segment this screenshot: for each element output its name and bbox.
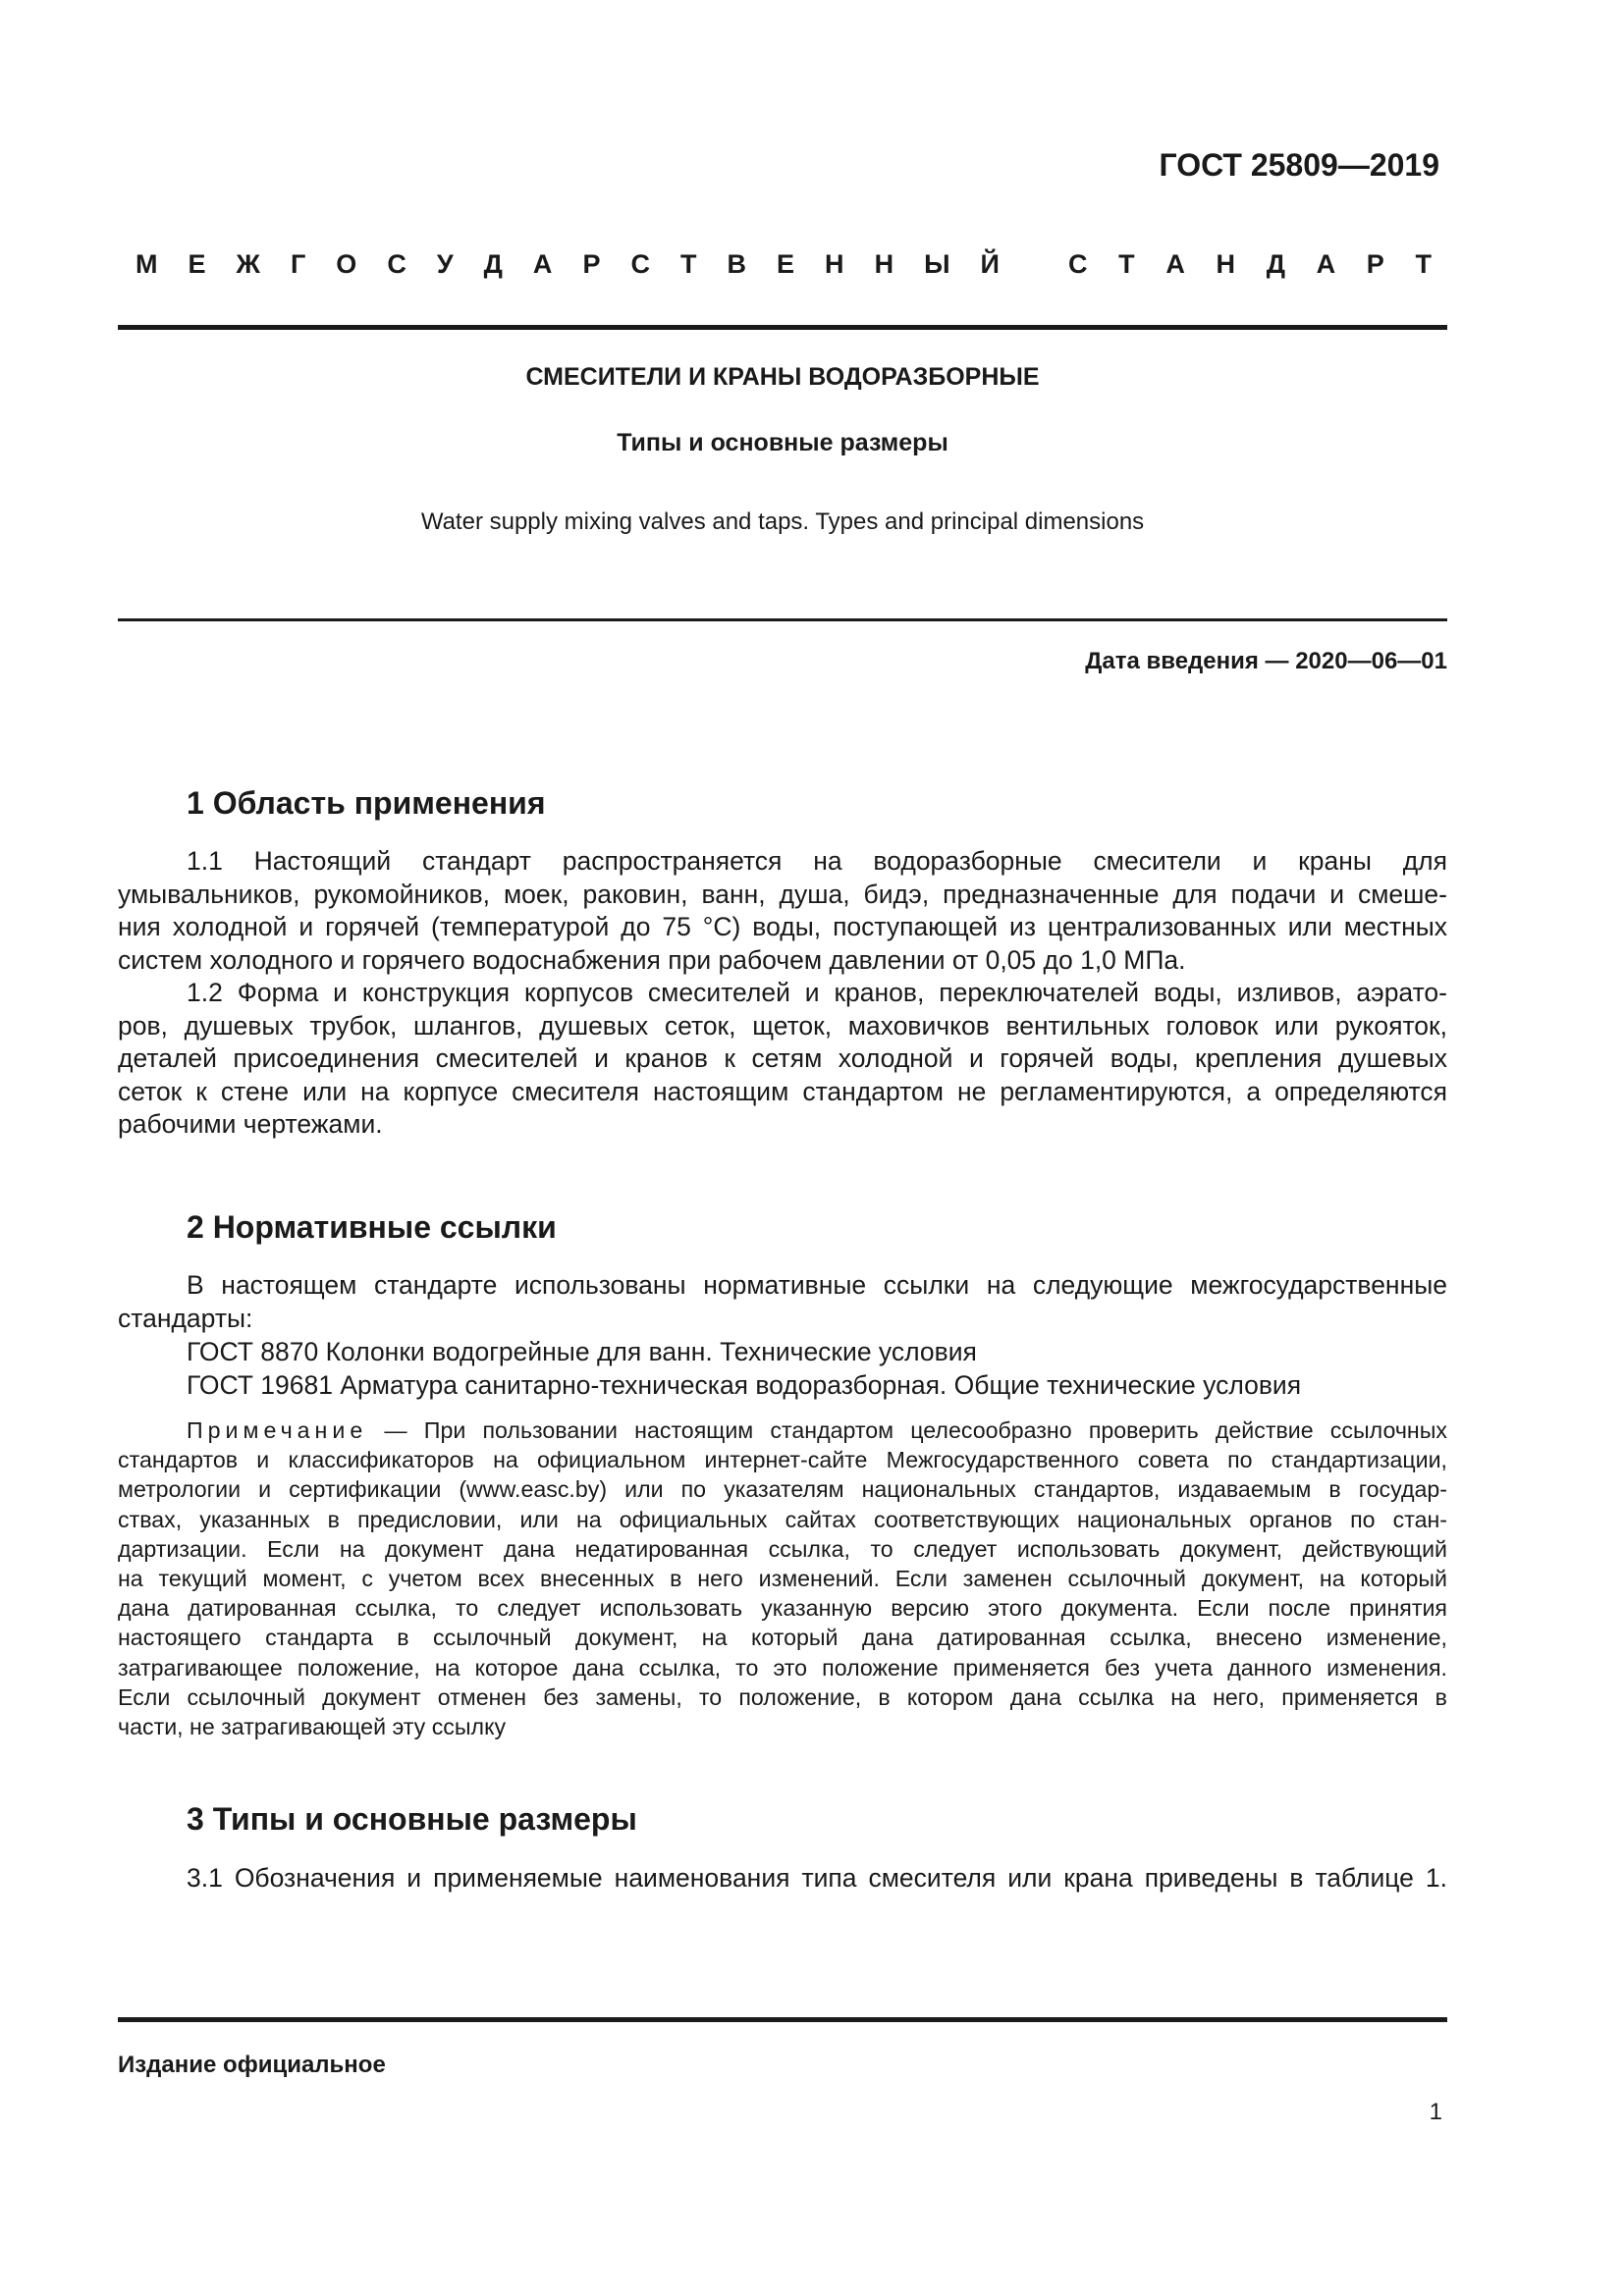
caption-letter: Т xyxy=(679,249,697,279)
interstate-word xyxy=(135,249,1000,280)
caption-letter: А xyxy=(1165,249,1185,279)
section-2-heading: 2 Нормативные ссылки xyxy=(187,1209,557,1245)
paragraph-line: 3.1 Обозначения и применяемые наименования типа смесителя или крана приведены в таблице 1. xyxy=(187,1863,1447,1893)
title-divider xyxy=(118,618,1447,621)
caption-letter: Е xyxy=(188,249,206,279)
paragraph-line: деталей присоединения смесителей и кранов к сетям холодной и горячей воды, крепления душевых xyxy=(118,1043,1447,1073)
note-line: ствах, указанных в предисловии, или на официальных сайтах соответствующих национальных органов по стан- xyxy=(118,1506,1447,1532)
caption-letter: А xyxy=(532,249,553,279)
header-divider xyxy=(118,325,1447,330)
section-1-body xyxy=(118,845,1447,1142)
caption-letter: В xyxy=(727,249,746,279)
note-line: дана датированная ссылка, то следует использовать указанную версию этого документа. Если после принятия xyxy=(118,1595,1447,1622)
note-line: настоящего стандарта в ссылочный документ, на который дана датированная ссылка, внесено изменение, xyxy=(118,1625,1447,1651)
paragraph-line: ров, душевых трубок, шлангов, душевых сеток, щеток, маховичков вентильных головок или рукояток, xyxy=(118,1010,1447,1041)
caption-letter: Н xyxy=(825,249,844,279)
section-1-heading: 1 Область применения xyxy=(187,785,546,821)
caption-letter: Н xyxy=(1216,249,1236,279)
note-line: метрологии и сертификации (www.easc.by) или по указателям национальных стандартов, издаваемым в государ- xyxy=(118,1476,1447,1503)
caption-letter: Й xyxy=(980,249,1000,279)
caption-letter: А xyxy=(1316,249,1336,279)
paragraph-line: умывальников, рукомойников, моек, раковин, ванн, душа, бидэ, предназначенные для подачи и смеше- xyxy=(118,879,1447,909)
paragraph-line: В настоящем стандарте использованы нормативные ссылки на следующие межгосударственные xyxy=(187,1270,1447,1300)
english-title: Water supply mixing valves and taps. Types and principal dimensions xyxy=(420,508,1145,535)
caption-letter: С xyxy=(1068,249,1088,279)
note-line: на текущий момент, с учетом всех внесенных в него изменений. Если заменен ссылочный документ, на который xyxy=(118,1566,1447,1592)
note-block xyxy=(118,1415,1447,1741)
caption-letter: М xyxy=(135,249,158,279)
caption-letter: Р xyxy=(1366,249,1384,279)
section-3-heading: 3 Типы и основные размеры xyxy=(187,1801,637,1837)
caption-letter: Д xyxy=(483,249,503,279)
document-subtitle: Типы и основные размеры xyxy=(617,429,948,456)
edition-label: Издание официальное xyxy=(118,2052,386,2078)
caption-letter: Д xyxy=(1266,249,1285,279)
reference-item: ГОСТ 8870 Колонки водогрейные для ванн. Технические условия xyxy=(187,1337,977,1366)
paragraph-line: сеток к стене или на корпусе смесителя настоящим стандартом не регламентируются, а определяются xyxy=(118,1076,1447,1106)
caption-letter: Ы xyxy=(924,249,950,279)
note-line: части, не затрагивающей эту ссылку xyxy=(118,1714,507,1740)
footer-divider xyxy=(118,2017,1447,2022)
caption-letter: С xyxy=(630,249,650,279)
note-line: Если ссылочный документ отменен без замены, то положение, в котором дана ссылка на него, применяется в xyxy=(118,1683,1447,1710)
caption-letter: О xyxy=(336,249,357,279)
note-line: дартизации. Если на документ дана недатированная ссылка, то следует использовать документ, действующий xyxy=(118,1535,1447,1562)
reference-item: ГОСТ 19681 Арматура санитарно-техническая водоразборная. Общие технические условия xyxy=(187,1370,1302,1400)
document-number: ГОСТ 25809—2019 xyxy=(1159,147,1439,183)
caption-letter: Р xyxy=(582,249,601,279)
note-line: Примечание — При пользовании настоящим стандартом целесообразно проверить действие ссылочных xyxy=(187,1417,1447,1443)
paragraph-line: стандарты: xyxy=(118,1303,253,1333)
caption-letter: Т xyxy=(1415,249,1432,279)
paragraph-line: 1.2 Форма и конструкция корпусов смесителей и кранов, переключателей воды, изливов, аэрато- xyxy=(187,978,1447,1007)
section-2-intro xyxy=(118,1269,1447,1335)
caption-letter: У xyxy=(436,249,454,279)
note-line: стандартов и классификаторов на официальном интернет-сайте Межгосударственного совета по стандартизации, xyxy=(118,1447,1447,1473)
caption-letter: Е xyxy=(777,249,795,279)
paragraph-line: ния холодной и горячей (температурой до 75 °С) воды, поступающей из централизованных или местных xyxy=(118,912,1447,941)
standard-word xyxy=(1068,249,1432,280)
paragraph-line: 1.1 Настоящий стандарт распространяется на водоразборные смесители и краны для xyxy=(187,846,1447,876)
caption-letter: Г xyxy=(290,249,306,279)
page-number: 1 xyxy=(1429,2099,1442,2125)
section-3-body xyxy=(118,1862,1447,1896)
document-title: СМЕСИТЕЛИ И КРАНЫ ВОДОРАЗБОРНЫЕ xyxy=(525,363,1040,391)
paragraph-line: рабочими чертежами. xyxy=(118,1109,383,1139)
note-line: затрагивающее положение, на которое дана ссылка, то это положение применяется без учета данного изменения. xyxy=(118,1654,1447,1681)
note-label: Примечание xyxy=(187,1417,368,1443)
interstate-standard-caption xyxy=(135,249,1432,280)
introduction-date: Дата введения — 2020—06—01 xyxy=(1085,648,1447,674)
caption-letter: Т xyxy=(1118,249,1135,279)
caption-letter: Ж xyxy=(236,249,260,279)
caption-letter: Н xyxy=(874,249,894,279)
caption-letter: С xyxy=(387,249,406,279)
paragraph-line: систем холодного и горячего водоснабжения при рабочем давлении от 0,05 до 1,0 МПа. xyxy=(118,944,1186,975)
